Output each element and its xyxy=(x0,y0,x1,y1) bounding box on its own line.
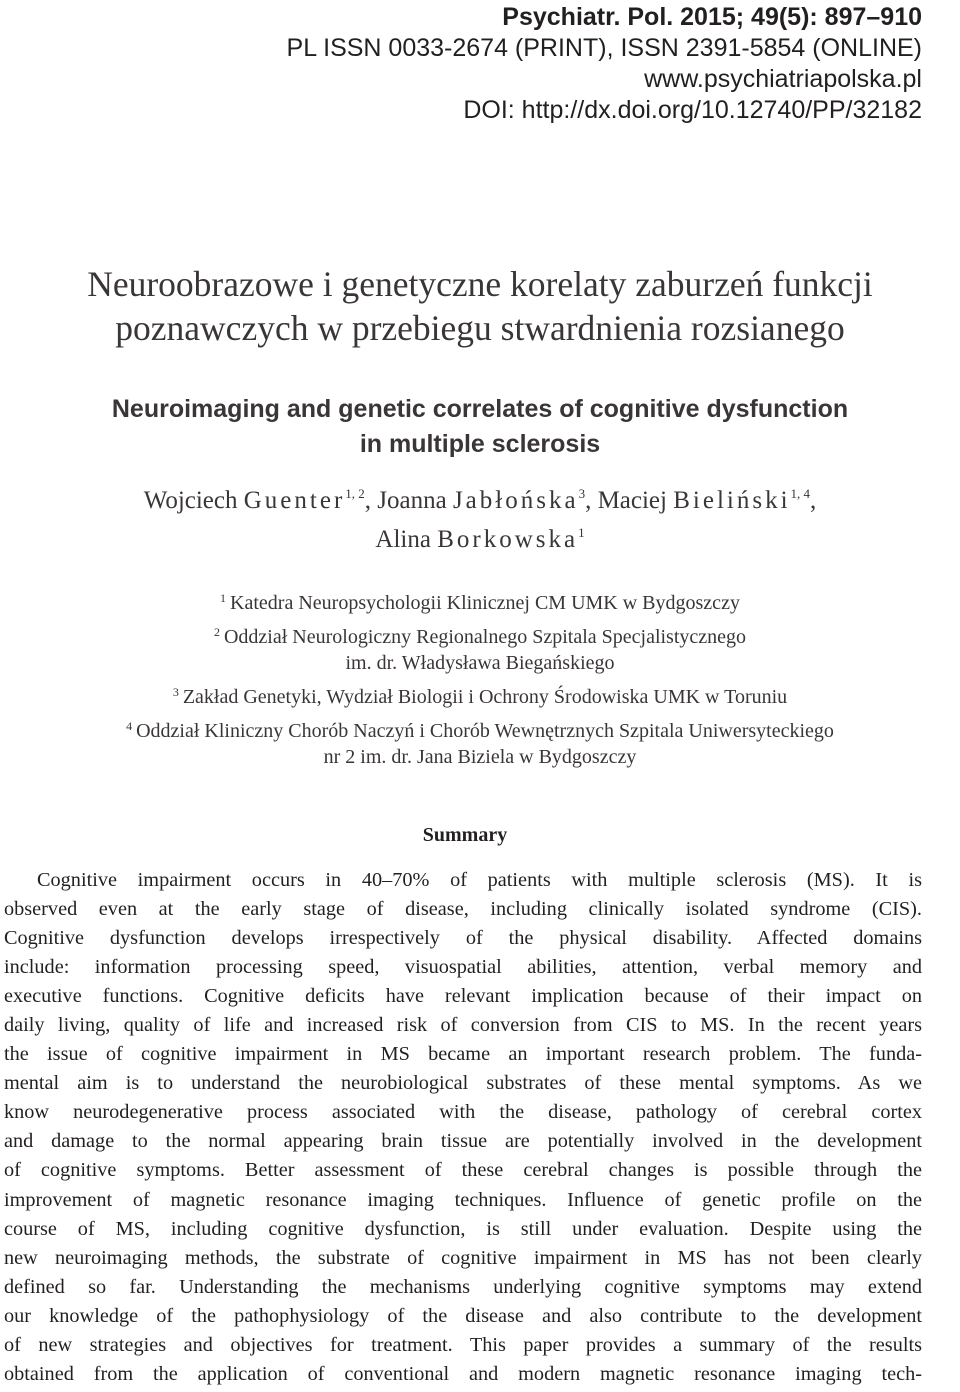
author xyxy=(377,487,597,514)
title-english-line: in multiple sclerosis xyxy=(359,430,601,458)
summary-line: course of MS, including cognitive dysfunction, is still under evaluation. Despite using the xyxy=(4,1217,922,1240)
affiliation-text: Zakład Genetyki, Wydział Biologii i Ochrony Środowiska UMK w Toruniu xyxy=(182,686,788,708)
affiliation-number: 4 xyxy=(126,719,133,733)
title-polish-line: Neuroobrazowe i genetyczne korelaty zaburzeń funkcji xyxy=(87,264,873,304)
summary-line: of new strategies and objectives for treatment. This paper provides a summary of the results xyxy=(4,1333,922,1356)
affiliation xyxy=(0,684,960,710)
summary-line: daily living, quality of life and increased risk of conversion from CIS to MS. In the recent years xyxy=(4,1014,922,1037)
author-separator: , xyxy=(585,487,598,514)
affiliation-number: 2 xyxy=(213,625,220,639)
affiliation-text: nr 2 im. dr. Jana Biziela w Bydgoszczy xyxy=(323,746,637,768)
summary-line: new neuroimaging methods, the substrate of cognitive impairment in MS has not been clearly xyxy=(4,1246,922,1269)
title-polish xyxy=(0,262,960,350)
author-affiliation-ref: 3 xyxy=(578,486,586,501)
title-english xyxy=(0,392,960,462)
author-first-name: Joanna xyxy=(377,487,447,514)
author-last-name: Jabłońska xyxy=(452,487,579,514)
summary-line: observed even at the early stage of disease, including clinically isolated syndrome (CIS). xyxy=(4,898,922,921)
summary-line: the issue of cognitive impairment in MS became an important research problem. The funda- xyxy=(4,1043,922,1066)
summary-heading: Summary xyxy=(422,824,508,846)
affiliation-number: 1 xyxy=(220,591,227,605)
issn-line: PL ISSN 0033-2674 (PRINT), ISSN 2391-5854 (ONLINE) xyxy=(286,34,922,62)
summary-line: our knowledge of the pathophysiology of the disease and also contribute to the development xyxy=(4,1304,922,1327)
summary-line: mental aim is to understand the neurobiological substrates of these mental symptoms. As we xyxy=(4,1072,922,1095)
author-list xyxy=(0,481,960,559)
affiliation xyxy=(0,590,960,616)
author-separator: , xyxy=(364,487,378,514)
affiliation-text: Oddział Kliniczny Chorób Naczyń i Chorób Wewnętrznych Szpitala Uniwersyteckiego xyxy=(136,720,834,742)
summary-line: defined so far. Understanding the mechanisms underlying cognitive symptoms may extend xyxy=(4,1275,922,1298)
affiliation-number: 3 xyxy=(172,685,179,699)
summary-line: improvement of magnetic resonance imaging techniques. Influence of genetic profile on the xyxy=(4,1188,922,1211)
summary-line: obtained from the application of conventional and modern magnetic resonance imaging tech- xyxy=(4,1362,922,1385)
affiliation-text: Oddział Neurologiczny Regionalnego Szpitala Specjalistycznego xyxy=(223,626,747,648)
title-polish-line: poznawczych w przebiegu stwardnienia rozsianego xyxy=(115,308,845,348)
author-last-name: Borkowska xyxy=(437,526,579,553)
summary-line: include: information processing speed, visuospatial abilities, attention, verbal memory and xyxy=(4,956,922,979)
affiliation xyxy=(0,718,960,770)
author-last-name: Bieliński xyxy=(673,487,791,514)
author-separator: , xyxy=(810,487,817,514)
journal-citation: Psychiatr. Pol. 2015; 49(5): 897–910 xyxy=(502,3,922,31)
author-line xyxy=(0,520,960,559)
affiliation-text: im. dr. Władysława Biegańskiego xyxy=(345,652,615,674)
summary-line: of cognitive symptoms. Better assessment of these cerebral changes is possible through the xyxy=(4,1159,922,1182)
summary-text xyxy=(4,866,922,1389)
summary-line: Cognitive impairment occurs in 40–70% of patients with multiple sclerosis (MS). It is xyxy=(37,869,922,891)
author-line xyxy=(0,481,960,520)
author-first-name: Alina xyxy=(375,526,431,553)
summary-line: Cognitive dysfunction develops irrespectively of the physical disability. Affected domains xyxy=(4,927,922,950)
author xyxy=(375,526,584,553)
author xyxy=(598,487,817,514)
summary-line: and damage to the normal appearing brain tissue are potentially involved in the development xyxy=(4,1130,922,1153)
author-last-name: Guenter xyxy=(243,487,346,514)
author-first-name: Maciej xyxy=(597,487,667,514)
author-affiliation-ref: 1 xyxy=(578,525,585,540)
journal-website: www.psychiatriapolska.pl xyxy=(644,65,922,93)
author-first-name: Wojciech xyxy=(143,487,238,514)
title-english-line: Neuroimaging and genetic correlates of cognitive dysfunction xyxy=(111,395,849,423)
summary-line: executive functions. Cognitive deficits have relevant implication because of their impact on xyxy=(4,985,922,1008)
affiliation-text: Katedra Neuropsychologii Klinicznej CM UMK w Bydgoszczy xyxy=(230,592,740,614)
affiliation-list xyxy=(0,590,960,778)
summary-line: know neurodegenerative process associated with the disease, pathology of cerebral cortex xyxy=(4,1101,922,1124)
author xyxy=(144,487,378,514)
author-affiliation-ref: 1, 2 xyxy=(345,486,365,501)
journal-header xyxy=(287,2,922,126)
author-affiliation-ref: 1, 4 xyxy=(790,486,811,501)
affiliation xyxy=(0,624,960,676)
doi-line: DOI: http://dx.doi.org/10.12740/PP/32182 xyxy=(463,96,922,124)
